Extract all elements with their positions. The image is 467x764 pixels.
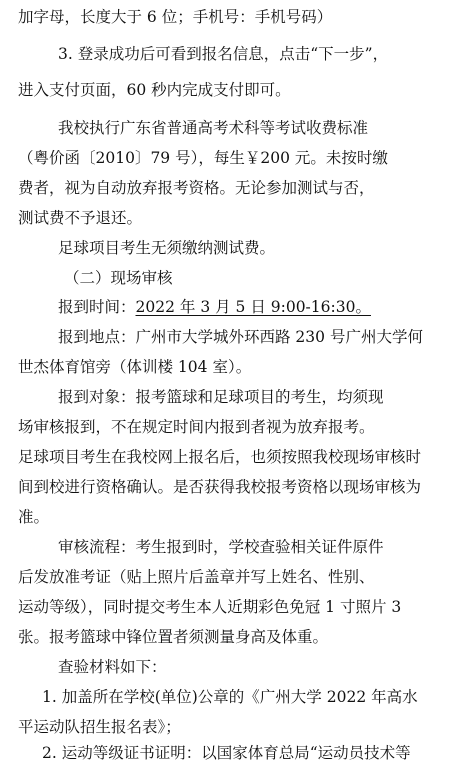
text-line: 审核流程：考生报到时，学校查验相关证件原件 — [58, 538, 384, 556]
text-line: 准。 — [18, 508, 50, 526]
report-time-label-text: 报到时间： — [58, 298, 136, 316]
list-item: 1. 加盖所在学校(单位)公章的《广州大学 2022 年高水 — [42, 688, 418, 706]
text-line: 报到地点：广州市大学城外环西路 230 号广州大学何 — [58, 328, 423, 346]
text-line: 测试费不予退还。 — [18, 209, 143, 227]
list-item: 2. 运动等级证书证明：以国家体育总局“运动员技术等 — [42, 744, 411, 762]
text-line: 报到对象：报考篮球和足球项目的考生，均须现 — [58, 388, 384, 406]
text-line: 3. 登录成功后可看到报名信息，点击“下一步”， — [58, 45, 389, 63]
text-line: 加字母，长度大于 6 位；手机号：手机号码） — [18, 8, 333, 26]
text-line: 费者，视为自动放弃报考资格。无论参加测试与否， — [18, 179, 375, 197]
text-line: 运动等级），同时提交考生本人近期彩色免冠 1 寸照片 3 — [18, 598, 402, 616]
text-line: 世杰体育馆旁（体训楼 104 室）。 — [18, 358, 252, 376]
text-line: 我校执行广东省普通高考术科等考试收费标准 — [58, 119, 369, 137]
text-line: 场审核报到，不在规定时间内报到者视为放弃报考。 — [18, 418, 375, 436]
text-line: 足球项目考生在我校网上报名后，也须按照我校现场审核时 — [18, 448, 422, 466]
text-line: 足球项目考生无须缴纳测试费。 — [58, 239, 276, 257]
text-line: 张。报考篮球中锋位置者须测量身高及体重。 — [18, 628, 329, 646]
report-time-value: 2022 年 3 月 5 日 9:00-16:30。 — [135, 298, 371, 316]
report-time-label — [58, 296, 458, 318]
text-line: （粤价函〔2010〕79 号），每生￥200 元。未按时缴 — [18, 149, 388, 167]
text-line: 进入支付页面，60 秒内完成支付即可。 — [18, 81, 291, 99]
text-line: 后发放准考证（贴上照片后盖章并写上姓名、性别、 — [18, 568, 375, 586]
text-line: 间到校进行资格确认。是否获得我校报考资格以现场审核为 — [18, 478, 422, 496]
text-line: 查验材料如下： — [58, 658, 167, 676]
section-heading: （二）现场审核 — [64, 269, 173, 287]
text-line: 平运动队招生报名表》； — [18, 718, 181, 736]
